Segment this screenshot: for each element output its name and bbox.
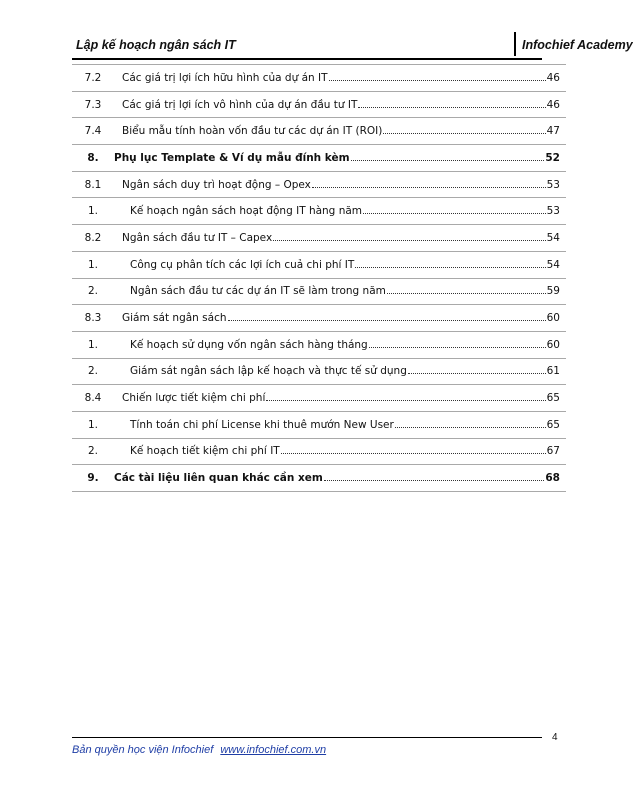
dot-leader bbox=[395, 427, 546, 428]
toc-entry-title: Ngân sách đầu tư các dự án IT sẽ làm trong năm bbox=[130, 285, 386, 298]
toc-entry-title: Các giá trị lợi ích vô hình của dự án đầu tư IT bbox=[122, 98, 358, 111]
toc-entry-page: 67 bbox=[546, 445, 560, 458]
toc-entry-page: 54 bbox=[546, 258, 560, 271]
toc-entry-line bbox=[130, 285, 560, 297]
toc-entry-number: 1. bbox=[72, 251, 114, 278]
dot-leader bbox=[355, 267, 545, 268]
toc-entry[interactable] bbox=[72, 91, 566, 118]
header-divider bbox=[514, 32, 516, 56]
toc-entry-number: 2. bbox=[72, 358, 114, 385]
toc-entry[interactable] bbox=[72, 358, 566, 385]
toc-entry[interactable] bbox=[72, 278, 566, 305]
toc-entry[interactable] bbox=[72, 251, 566, 278]
toc-entry[interactable] bbox=[72, 411, 566, 438]
dot-leader bbox=[281, 453, 546, 454]
table-of-contents bbox=[72, 64, 566, 492]
dot-leader bbox=[358, 107, 545, 108]
toc-entry-number: 1. bbox=[72, 198, 114, 225]
toc-entry-page: 47 bbox=[546, 125, 560, 138]
copyright-text: Bản quyền học viện Infochief bbox=[72, 744, 214, 756]
toc-entry-page: 65 bbox=[546, 418, 560, 431]
toc-entry[interactable] bbox=[72, 331, 566, 358]
toc-entry-number: 2. bbox=[72, 438, 114, 465]
toc-entry-title: Phụ lục Template & Ví dụ mẫu đính kèm bbox=[114, 151, 350, 164]
toc-entry-page: 52 bbox=[545, 151, 560, 164]
toc-entry-line bbox=[122, 392, 560, 404]
toc-entry-line bbox=[130, 339, 560, 351]
toc-entry-title: Ngân sách đầu tư IT – Capex bbox=[122, 231, 273, 244]
dot-leader bbox=[363, 213, 546, 214]
toc-entry[interactable] bbox=[72, 305, 566, 332]
brand-name: Infochief Academy bbox=[522, 38, 633, 52]
toc-entry-title: Giám sát ngân sách lập kế hoạch và thực tế sử dụng bbox=[130, 365, 407, 378]
dot-leader bbox=[266, 400, 545, 401]
page-footer bbox=[72, 744, 326, 756]
footer-divider bbox=[72, 737, 542, 738]
toc-entry-line bbox=[122, 125, 560, 137]
page-header bbox=[72, 28, 633, 60]
dot-leader bbox=[273, 240, 545, 241]
toc-entry[interactable] bbox=[72, 225, 566, 252]
dot-leader bbox=[387, 293, 546, 294]
toc-entry-line bbox=[130, 365, 560, 377]
toc-entry-page: 68 bbox=[545, 472, 560, 485]
toc-entry-line bbox=[114, 472, 560, 484]
toc-entry-line bbox=[122, 179, 560, 191]
toc-entry-number: 9. bbox=[72, 465, 114, 492]
toc-entry-line bbox=[130, 445, 560, 457]
toc-entry-number: 1. bbox=[72, 411, 114, 438]
toc-entry-number: 1. bbox=[72, 331, 114, 358]
toc-entry-number: 8.3 bbox=[72, 305, 114, 332]
toc-entry-title: Ngân sách duy trì hoạt động – Opex bbox=[122, 178, 311, 191]
toc-entry-title: Các giá trị lợi ích hữu hình của dự án IT bbox=[122, 71, 328, 84]
dot-leader bbox=[369, 347, 546, 348]
toc-entry-title: Các tài liệu liên quan khác cần xem bbox=[114, 472, 323, 485]
page-number: 4 bbox=[552, 732, 558, 743]
toc-entry-number: 8.2 bbox=[72, 225, 114, 252]
toc-entry-line bbox=[130, 205, 560, 217]
dot-leader bbox=[351, 160, 545, 161]
toc-entry[interactable] bbox=[72, 65, 566, 92]
toc-entry-title: Kế hoạch sử dụng vốn ngân sách hàng tháng bbox=[130, 338, 368, 351]
dot-leader bbox=[329, 80, 546, 81]
dot-leader bbox=[324, 480, 545, 481]
toc-entry-number: 8.4 bbox=[72, 385, 114, 412]
toc-entry[interactable] bbox=[72, 385, 566, 412]
toc-entry-title: Kế hoạch ngân sách hoạt động IT hàng năm bbox=[130, 205, 363, 218]
toc-entry-page: 54 bbox=[546, 231, 560, 244]
toc-entry[interactable] bbox=[72, 465, 566, 492]
toc-entry[interactable] bbox=[72, 171, 566, 198]
toc-entry[interactable] bbox=[72, 198, 566, 225]
toc-entry-page: 65 bbox=[546, 392, 560, 405]
toc-entry-line bbox=[122, 232, 560, 244]
toc-entry-title: Chiến lược tiết kiệm chi phí bbox=[122, 392, 266, 405]
toc-entry-title: Tính toán chi phí License khi thuê mướn New User bbox=[130, 418, 394, 431]
toc-entry-number: 7.3 bbox=[72, 91, 114, 118]
toc-entry-line bbox=[122, 312, 560, 324]
toc-entry-page: 60 bbox=[546, 338, 560, 351]
toc-entry-line bbox=[122, 72, 560, 84]
toc-entry[interactable] bbox=[72, 438, 566, 465]
toc-entry-page: 46 bbox=[546, 71, 560, 84]
toc-entry[interactable] bbox=[72, 145, 566, 172]
toc-entry-page: 53 bbox=[546, 178, 560, 191]
toc-entry-line bbox=[130, 259, 560, 271]
toc-entry-number: 7.4 bbox=[72, 118, 114, 145]
toc-entry-number: 8. bbox=[72, 145, 114, 172]
website-link[interactable]: www.infochief.com.vn bbox=[220, 744, 327, 756]
dot-leader bbox=[312, 187, 546, 188]
toc-entry-page: 53 bbox=[546, 205, 560, 218]
toc-entry-page: 61 bbox=[546, 365, 560, 378]
toc-entry-title: Giám sát ngân sách bbox=[122, 312, 227, 325]
dot-leader bbox=[228, 320, 546, 321]
toc-entry-title: Công cụ phân tích các lợi ích cuả chi phí IT bbox=[130, 258, 355, 271]
toc-entry-line bbox=[130, 419, 560, 431]
document-title: Lập kế hoạch ngân sách IT bbox=[76, 38, 236, 52]
toc-entry-number: 8.1 bbox=[72, 171, 114, 198]
toc-entry-line bbox=[122, 99, 560, 111]
toc-entry-page: 46 bbox=[546, 98, 560, 111]
toc-entry-page: 60 bbox=[546, 312, 560, 325]
toc-entry-number: 7.2 bbox=[72, 65, 114, 92]
toc-entry-number: 2. bbox=[72, 278, 114, 305]
toc-entry-title: Kế hoạch tiết kiệm chi phí IT bbox=[130, 445, 280, 458]
toc-entry-line bbox=[114, 152, 560, 164]
toc-entry[interactable] bbox=[72, 118, 566, 145]
toc-entry-page: 59 bbox=[546, 285, 560, 298]
dot-leader bbox=[383, 133, 545, 134]
toc-entry-title: Biểu mẫu tính hoàn vốn đầu tư các dự án IT (ROI) bbox=[122, 125, 383, 138]
dot-leader bbox=[408, 373, 546, 374]
